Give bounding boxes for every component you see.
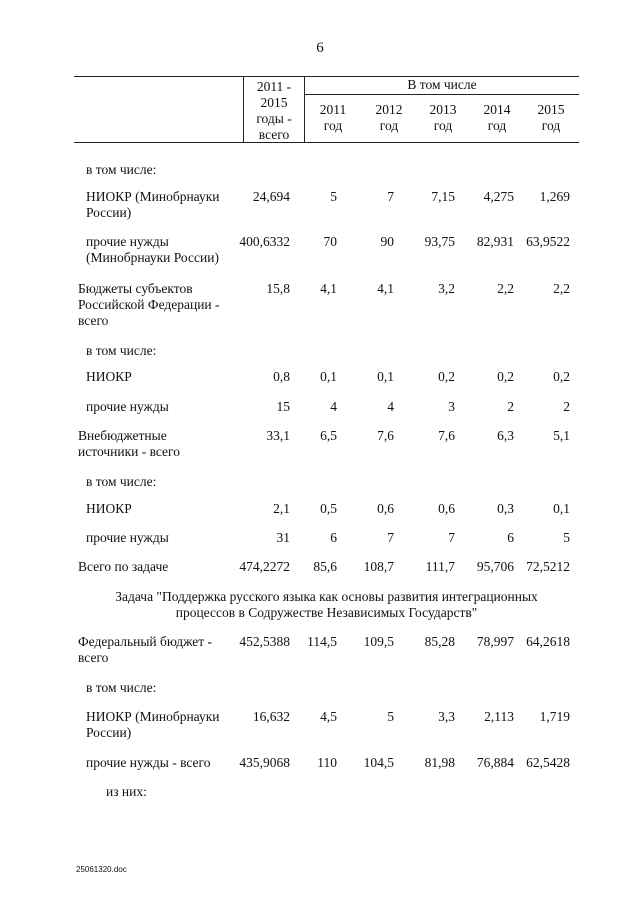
row-value: 111,7 [425, 559, 455, 574]
row-label-line: источники - всего [78, 444, 181, 459]
header-group-title: В том числе [407, 77, 477, 92]
row-label-line: НИОКР [86, 369, 132, 384]
row-value: 76,884 [476, 755, 514, 770]
row-label [86, 343, 156, 359]
row-value: 4,5 [320, 709, 337, 724]
row-value: 109,5 [363, 634, 394, 649]
row-label-line: из них: [106, 784, 147, 799]
row-label [78, 428, 180, 460]
row-value: 104,5 [363, 755, 394, 770]
header-year-2015 [523, 102, 579, 134]
row-value: 16,632 [252, 709, 290, 724]
row-value: 2,1 [273, 501, 290, 516]
row-value: 6 [507, 530, 514, 545]
row-label [86, 162, 156, 178]
row-label-line: России) [86, 205, 132, 220]
row-value: 81,98 [424, 755, 455, 770]
row-label [86, 530, 169, 546]
row-value: 4,275 [483, 189, 514, 204]
row-value: 5 [330, 189, 337, 204]
row-value: 474,2272 [239, 559, 290, 574]
row-value: 0,2 [438, 369, 455, 384]
header-year-number: 2012 [375, 102, 403, 117]
row-label-line: прочие нужды - всего [86, 755, 211, 770]
row-value: 0,6 [438, 501, 455, 516]
header-year-unit: год [541, 118, 561, 133]
row-value: 1,719 [539, 709, 570, 724]
page-number: 6 [316, 40, 324, 56]
header-year-2012 [361, 102, 417, 134]
row-value: 3,3 [438, 709, 455, 724]
row-value: 95,706 [476, 559, 514, 574]
header-total-period [244, 79, 304, 143]
row-value: 0,6 [377, 501, 394, 516]
row-value: 90 [380, 234, 394, 249]
row-label-line: в том числе: [86, 680, 157, 695]
row-value: 6,5 [320, 428, 337, 443]
row-value: 70 [323, 234, 337, 249]
row-value: 0,1 [377, 369, 394, 384]
row-label-line: прочие нужды [86, 530, 169, 545]
row-label-line: НИОКР (Минобрнауки [86, 709, 220, 724]
row-value: 7,15 [431, 189, 455, 204]
row-value: 435,9068 [239, 755, 290, 770]
row-value: 114,5 [307, 634, 337, 649]
row-value: 110 [317, 755, 337, 770]
header-total-line: 2015 [260, 95, 288, 110]
row-value: 7 [448, 530, 455, 545]
row-value: 24,694 [252, 189, 290, 204]
table-header-bottom-rule [74, 142, 579, 143]
header-year-unit: год [323, 118, 343, 133]
row-label [86, 399, 169, 415]
row-value: 33,1 [266, 428, 290, 443]
row-value: 0,3 [497, 501, 514, 516]
row-value: 4 [330, 399, 337, 414]
row-value: 2 [563, 399, 570, 414]
row-label-line: НИОКР (Минобрнауки [86, 189, 220, 204]
row-value: 63,9522 [526, 234, 570, 249]
row-label [86, 189, 220, 221]
row-value: 31 [276, 530, 290, 545]
row-value: 108,7 [363, 559, 394, 574]
header-year-number: 2015 [537, 102, 565, 117]
row-label [86, 501, 132, 517]
row-value: 5 [387, 709, 394, 724]
row-value: 4 [387, 399, 394, 414]
row-label-line: Бюджеты субъектов [78, 281, 193, 296]
row-label-line: прочие нужды [86, 234, 169, 249]
row-label-line: прочие нужды [86, 399, 169, 414]
header-year-unit: год [433, 118, 453, 133]
row-value: 2 [507, 399, 514, 414]
row-value: 0,1 [553, 501, 570, 516]
row-value: 0,8 [273, 369, 290, 384]
row-value: 7,6 [438, 428, 455, 443]
row-value: 0,1 [320, 369, 337, 384]
footer-filename: 25061320.doc [76, 865, 127, 874]
header-year-unit: год [487, 118, 507, 133]
row-value: 2,2 [553, 281, 570, 296]
row-value: 85,6 [313, 559, 337, 574]
row-value: 5,1 [553, 428, 570, 443]
row-label [86, 474, 156, 490]
row-label-line: (Минобрнауки России) [86, 250, 219, 265]
row-value: 6,3 [497, 428, 514, 443]
header-year-number: 2013 [429, 102, 457, 117]
row-label-line: НИОКР [86, 501, 132, 516]
row-value: 62,5428 [526, 755, 570, 770]
row-value: 1,269 [539, 189, 570, 204]
header-year-2013 [415, 102, 471, 134]
header-total-line: годы - [256, 111, 292, 126]
row-label [78, 559, 168, 575]
row-label [86, 369, 132, 385]
group-title-rule [304, 94, 579, 95]
row-label [86, 234, 219, 266]
row-label [86, 680, 156, 696]
row-value: 0,2 [497, 369, 514, 384]
row-label-line: Всего по задаче [78, 559, 169, 574]
row-value: 400,6332 [239, 234, 290, 249]
row-label-line: в том числе: [86, 343, 157, 358]
header-total-line: всего [258, 127, 290, 142]
row-label-line: России) [86, 725, 132, 740]
row-value: 7 [387, 189, 394, 204]
row-value: 2,2 [497, 281, 514, 296]
task-title-line: процессов в Содружестве Независимых Государств" [175, 605, 478, 620]
header-year-unit: год [379, 118, 399, 133]
row-label-line: в том числе: [86, 162, 157, 177]
row-value: 5 [563, 530, 570, 545]
row-value: 93,75 [424, 234, 455, 249]
row-label-line: в том числе: [86, 474, 157, 489]
row-label-line: Федеральный бюджет - [78, 634, 213, 649]
task-title-line: Задача "Поддержка русского языка как основы развития интеграционных [115, 589, 538, 604]
header-year-number: 2014 [483, 102, 511, 117]
row-value: 78,997 [476, 634, 514, 649]
row-value: 4,1 [320, 281, 337, 296]
row-value: 64,2618 [526, 634, 570, 649]
row-value: 6 [330, 530, 337, 545]
row-value: 7 [387, 530, 394, 545]
row-value: 85,28 [424, 634, 455, 649]
row-value: 452,5388 [239, 634, 290, 649]
row-label-line: Внебюджетные [78, 428, 167, 443]
row-label-line: всего [78, 313, 109, 328]
header-year-2011 [305, 102, 361, 134]
row-value: 82,931 [476, 234, 514, 249]
row-value: 72,5212 [526, 559, 570, 574]
header-total-line: 2011 - [256, 79, 292, 94]
row-value: 0,2 [553, 369, 570, 384]
row-label [86, 755, 210, 771]
row-value: 15,8 [266, 281, 290, 296]
row-label [86, 709, 220, 741]
row-value: 7,6 [377, 428, 394, 443]
row-value: 3 [448, 399, 455, 414]
row-label-line: Российской Федерации - [78, 297, 220, 312]
header-year-2014 [469, 102, 525, 134]
row-label [78, 634, 212, 666]
row-label [106, 784, 147, 800]
row-value: 2,113 [484, 709, 514, 724]
row-value: 4,1 [377, 281, 394, 296]
row-value: 3,2 [438, 281, 455, 296]
row-value: 15 [276, 399, 290, 414]
row-label-line: всего [78, 650, 109, 665]
row-value: 0,5 [320, 501, 337, 516]
row-label [78, 281, 220, 329]
header-year-number: 2011 [319, 102, 347, 117]
